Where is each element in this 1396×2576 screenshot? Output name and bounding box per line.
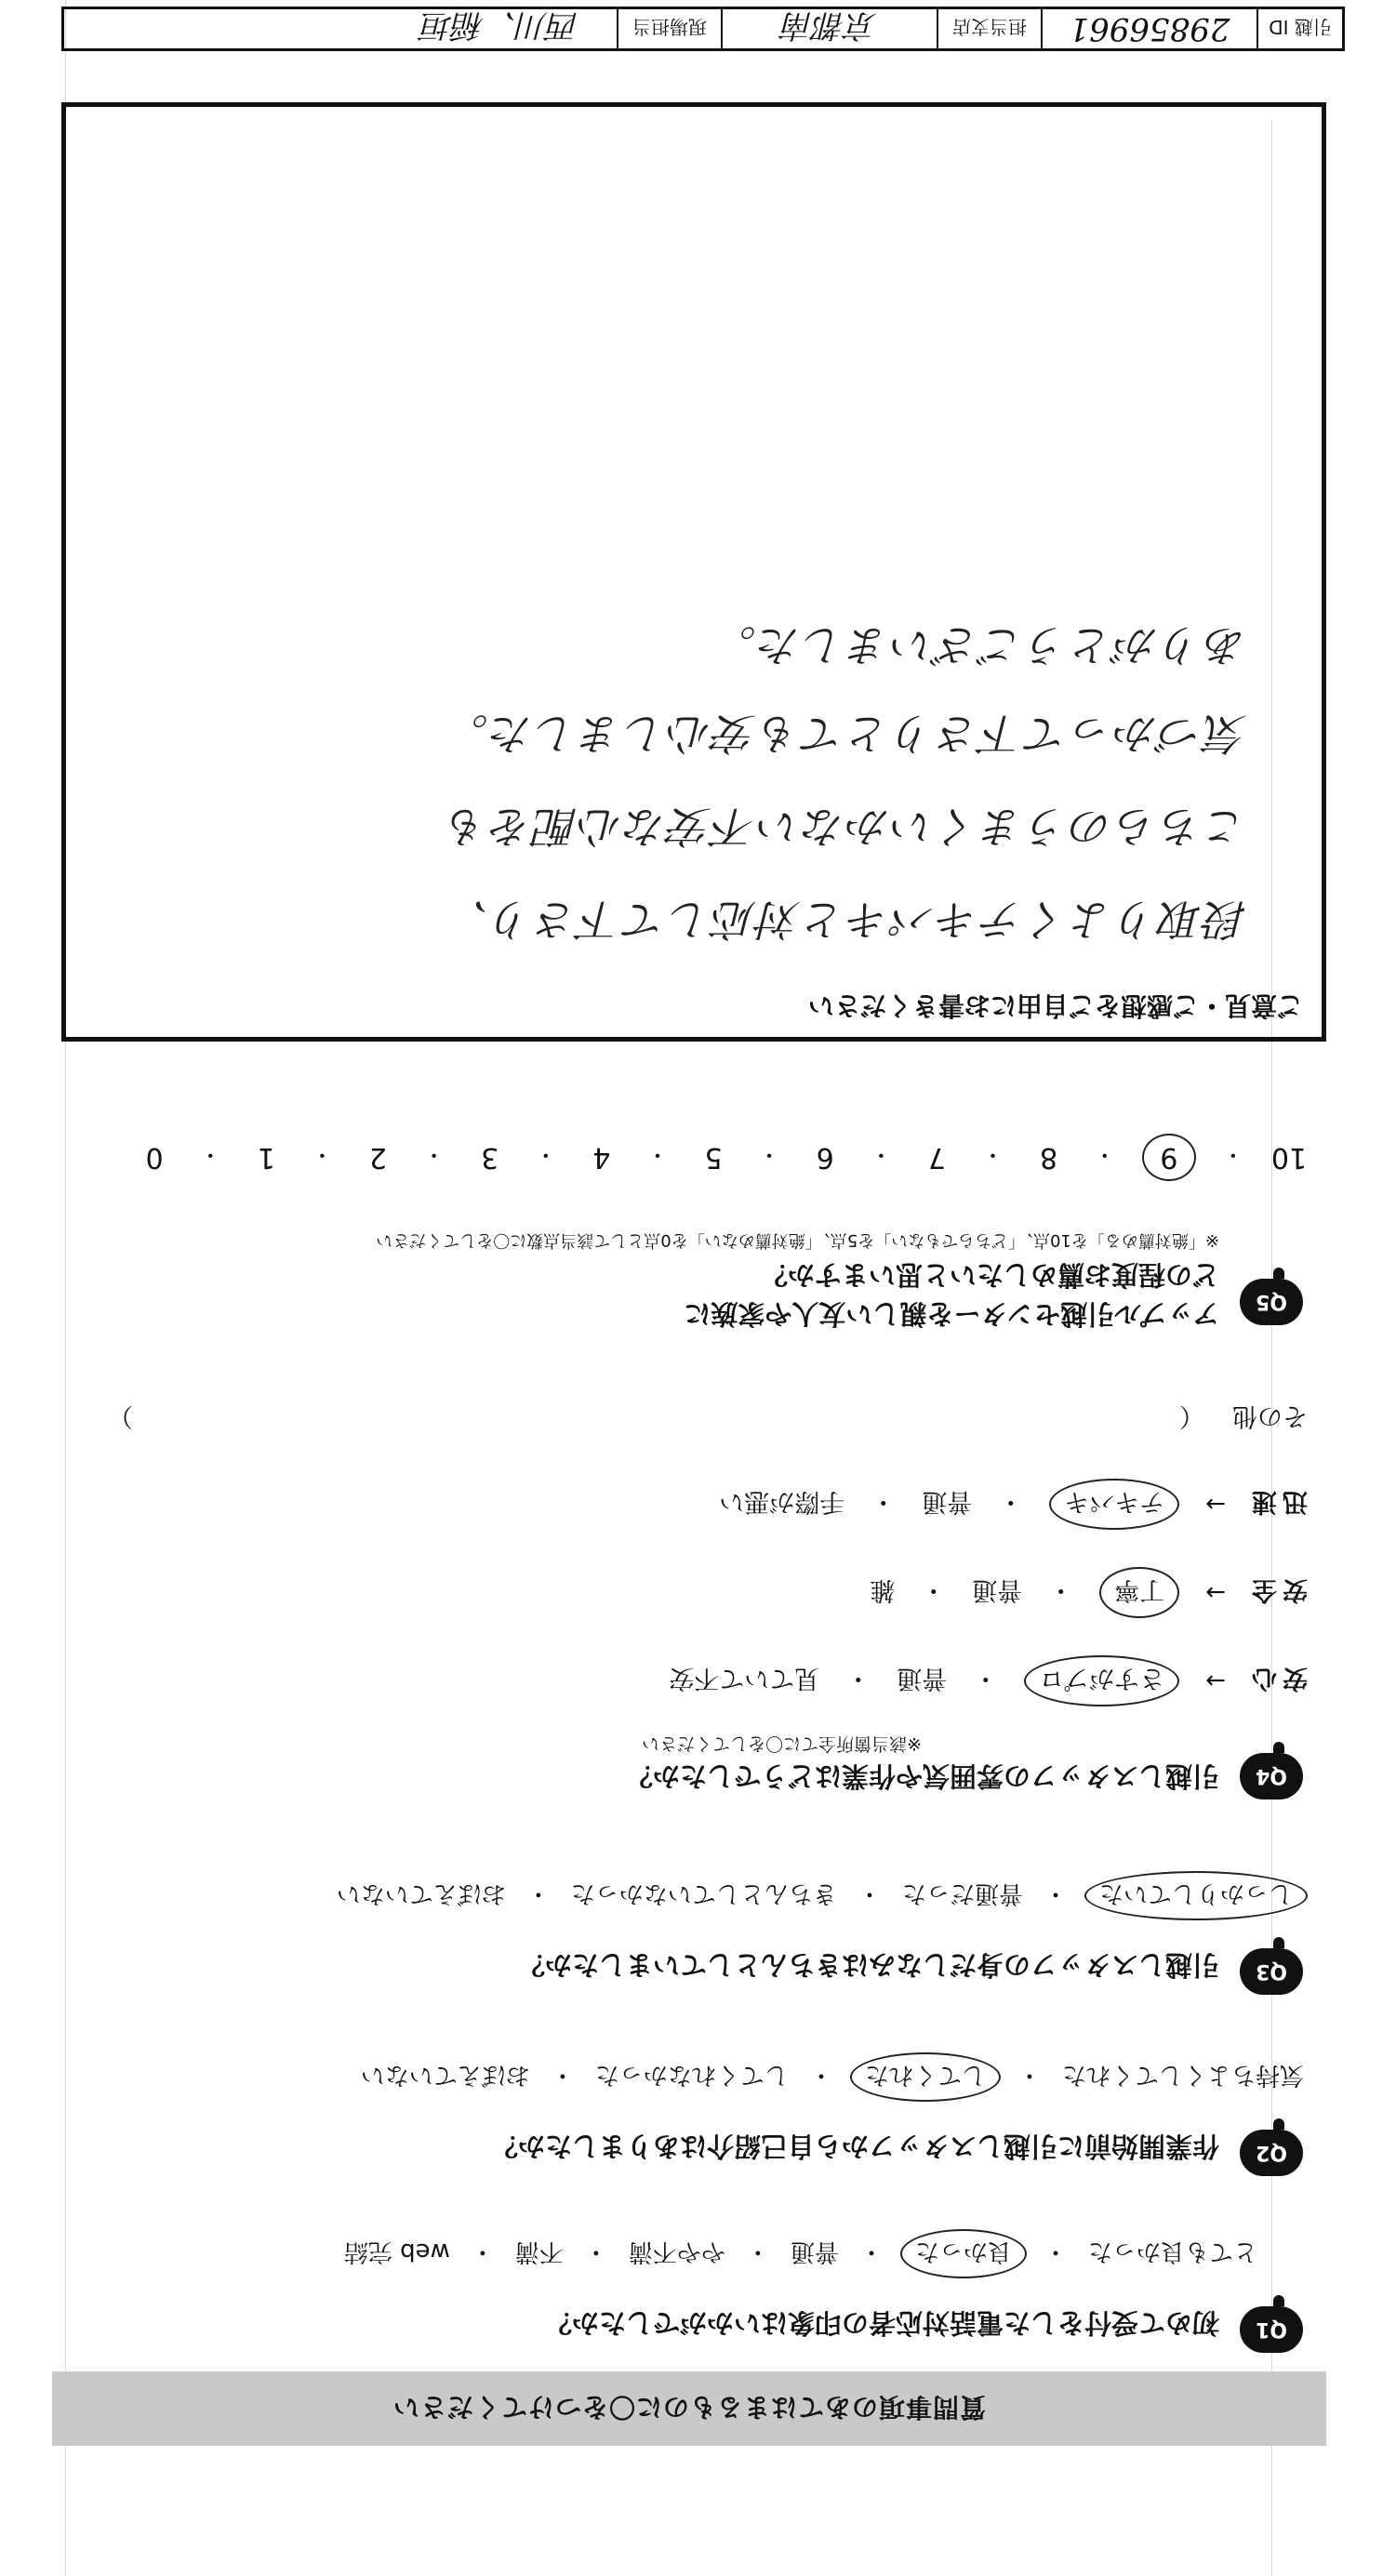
arrow-right-icon: →: [1205, 1490, 1226, 1519]
handwritten-comment-line: 気づかって下さりとても安心しました。: [444, 709, 1247, 759]
leader-value: 西川、稲垣: [421, 7, 579, 45]
q1-option[interactable]: 普通: [790, 2237, 839, 2265]
aspect-label: 安全: [1246, 1575, 1308, 1604]
q4-other-row: [108, 1401, 1308, 1437]
q3-option[interactable]: 普通だった: [901, 1879, 1023, 1907]
q2-option-selected[interactable]: してくれた: [850, 2052, 1001, 2102]
q4-option[interactable]: 普通: [897, 1664, 948, 1693]
q4-badge-icon: Q4: [1240, 1753, 1303, 1799]
q4-other-label: その他（: [1179, 1401, 1308, 1430]
q4-question: 引越しスタッフの雰囲気や作業はどうでしたか？: [625, 1760, 1219, 1792]
q4-option[interactable]: 普通: [922, 1487, 973, 1516]
q2-option[interactable]: してくれなかった: [594, 2061, 789, 2089]
scale-point[interactable]: 8: [1040, 1141, 1058, 1174]
handwritten-comment-line: ありがとうございました。: [711, 620, 1247, 671]
q3-badge-icon: Q3: [1240, 1948, 1303, 1995]
scale-point[interactable]: 5: [704, 1141, 723, 1174]
q4-option-selected[interactable]: さすがプロ: [1024, 1655, 1179, 1706]
branch-label: 担当支店: [937, 9, 1041, 48]
id-label: 引越 ID: [1256, 9, 1342, 48]
scale-point[interactable]: 0: [145, 1141, 164, 1174]
q2-option[interactable]: おぼえていない: [360, 2061, 530, 2089]
scale-point-selected[interactable]: 9: [1142, 1134, 1196, 1181]
q3-option[interactable]: きちんとしていなかった: [570, 1879, 837, 1907]
q2-badge-icon: Q2: [1240, 2130, 1303, 2176]
scale-point[interactable]: 1: [257, 1141, 275, 1174]
scale-point[interactable]: 6: [816, 1141, 834, 1174]
q3-question: 引越しスタッフの身だしなみはきちんとしていましたか？: [517, 1949, 1219, 1981]
q5-question-line1: アップル引越センターを親しい友人や家族に: [684, 1298, 1219, 1330]
comment-title: ご意見・ご感想をご自由にお書きください: [807, 990, 1303, 1021]
comment-box[interactable]: [61, 102, 1326, 1042]
scale-point[interactable]: 3: [481, 1141, 499, 1174]
q1-option[interactable]: web 完結: [343, 2237, 450, 2265]
q1-option[interactable]: 不満: [514, 2237, 564, 2265]
aspect-label: 安心: [1246, 1664, 1308, 1693]
scale-point[interactable]: 2: [368, 1141, 388, 1174]
q5-question-line2: どの程度お薦めしたいと思いますか？: [760, 1259, 1219, 1291]
q4-option-selected[interactable]: テキパキ: [1049, 1479, 1179, 1530]
leader-label: 現場担当: [617, 9, 721, 48]
q1-option-selected[interactable]: 良かった: [900, 2229, 1027, 2278]
q2-options: 気持ちよくしてくれた ・ してくれた ・ してくれなかった ・ おぼえていない: [357, 2052, 1308, 2102]
handwritten-comment-line: 段取りよくテキパキと対応して下さり、: [444, 895, 1247, 945]
q4-row-jinsoku: 迅速 → テキパキ ・ 普通 ・ 手際が悪い: [719, 1479, 1308, 1530]
q3-option[interactable]: おぼえていない: [336, 1879, 506, 1907]
q3-options: しっかりしていた ・ 普通だった ・ きちんとしていなかった ・ おぼえていない: [333, 1871, 1308, 1920]
q4-row-anzen: 安全 → 丁寧 ・ 普通 ・ 雑: [870, 1567, 1308, 1618]
q4-option[interactable]: 見ていて不安: [669, 1664, 820, 1693]
q1-options: とても良かった ・ 良かった ・ 普通 ・ やや不満 ・ 不満 ・ web 完結: [340, 2229, 1261, 2278]
aspect-label: 迅速: [1246, 1487, 1308, 1516]
q5-badge-icon: Q5: [1240, 1279, 1303, 1325]
q1-option[interactable]: やや不満: [628, 2237, 725, 2265]
q4-option[interactable]: 普通: [972, 1575, 1023, 1604]
q4-note: ※該当箇所全てに〇をしてください: [642, 1733, 922, 1754]
q1-badge-icon: Q1: [1240, 2306, 1303, 2353]
q4-option[interactable]: 雑: [870, 1575, 896, 1604]
instruction-banner: 質問事項のあてはまるものに〇をつけてください: [52, 2371, 1326, 2446]
arrow-right-icon: →: [1205, 1578, 1226, 1607]
branch-value: 京都南: [721, 9, 937, 48]
handwritten-comment-line: こちらのうまくいかない不安な心配をも: [444, 802, 1247, 852]
q4-other-close: ）: [108, 1401, 133, 1430]
scale-point[interactable]: 4: [592, 1141, 611, 1174]
staff-info-table: [61, 7, 1345, 51]
q4-row-anshin: 安心 → さすがプロ ・ 普通 ・ 見ていて不安: [669, 1655, 1308, 1706]
q3-option-selected[interactable]: しっかりしていた: [1084, 1871, 1308, 1920]
arrow-right-icon: →: [1205, 1666, 1226, 1695]
scale-point[interactable]: 10: [1270, 1141, 1308, 1174]
q4-option[interactable]: 手際が悪い: [719, 1487, 845, 1516]
q1-option[interactable]: とても良かった: [1087, 2237, 1257, 2265]
q1-question: 初めて受付をした電話対応者の印象はいかがでしたか？: [544, 2307, 1219, 2339]
id-value: 29856961: [1041, 9, 1256, 48]
q4-option-selected[interactable]: 丁寧: [1099, 1567, 1179, 1618]
scale-point[interactable]: 7: [927, 1141, 946, 1174]
q2-question: 作業開始前に引越しスタッフから自己紹介はありましたか？: [490, 2131, 1219, 2162]
recommend-scale: 10 ・ 9 ・ 8 ・ 7 ・ 6 ・ 5 ・ 4 ・ 3 ・ 2 ・ 1 ・ 0: [136, 1134, 1308, 1181]
q2-option[interactable]: 気持ちよくしてくれた: [1061, 2061, 1304, 2089]
q5-note: ※「絶対薦める」を10点、「どちらでもない」を5点、「絶対薦めない」を0点として該当点数に〇をしてください: [376, 1230, 1219, 1250]
